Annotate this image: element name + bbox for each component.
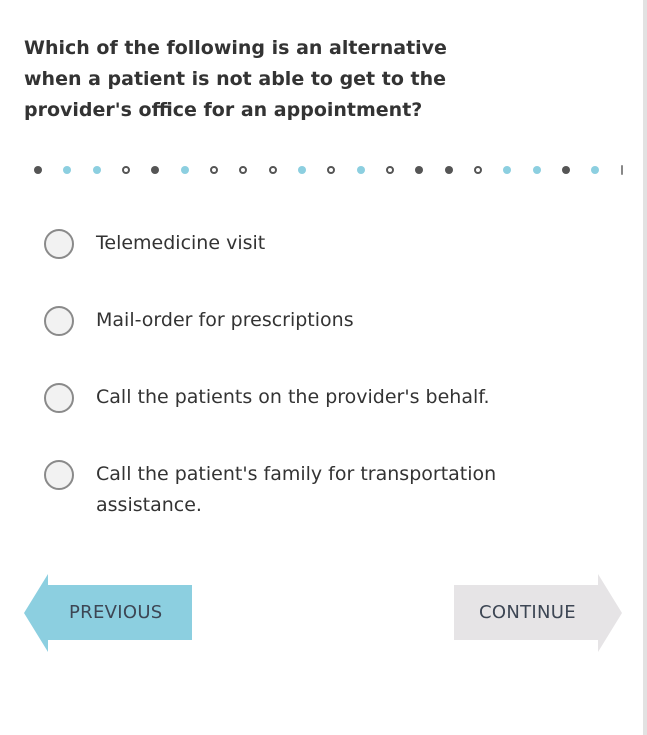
progress-dot — [34, 166, 42, 174]
radio-button-icon[interactable] — [44, 460, 74, 490]
previous-button-label: PREVIOUS — [69, 602, 163, 623]
answer-option-3[interactable] — [44, 383, 514, 413]
progress-dot — [327, 166, 335, 174]
progress-dot — [533, 166, 541, 174]
progress-dot — [269, 166, 277, 174]
progress-dot — [591, 166, 599, 174]
progress-dot — [181, 166, 189, 174]
progress-dot — [474, 166, 482, 174]
previous-button[interactable] — [24, 574, 194, 652]
continue-button[interactable] — [454, 574, 624, 652]
progress-dot — [63, 166, 71, 174]
answer-option-1[interactable] — [44, 229, 514, 259]
progress-dot — [151, 166, 159, 174]
progress-dot — [122, 166, 130, 174]
progress-dot — [415, 166, 423, 174]
radio-button-icon[interactable] — [44, 306, 74, 336]
answer-option-4[interactable] — [44, 460, 514, 521]
progress-dot — [239, 166, 247, 174]
answer-option-label: Call the patient's family for transportation assistance. — [96, 463, 497, 516]
radio-button-icon[interactable] — [44, 229, 74, 259]
progress-dot — [503, 166, 511, 174]
progress-dot — [93, 166, 101, 174]
progress-dot — [298, 166, 306, 174]
progress-dot — [445, 166, 453, 174]
progress-dot — [357, 166, 365, 174]
progress-dot — [562, 166, 570, 174]
progress-dot — [621, 165, 623, 175]
progress-dot — [386, 166, 394, 174]
answer-option-label: Telemedicine visit — [96, 232, 266, 254]
progress-dot — [210, 166, 218, 174]
radio-button-icon[interactable] — [44, 383, 74, 413]
scrollbar-edge — [643, 0, 647, 735]
question-text: Which of the following is an alternative when a patient is not able to get to the provider's office for an appointment? — [24, 37, 447, 121]
answer-option-2[interactable] — [44, 306, 514, 336]
answer-option-label: Call the patients on the provider's behalf. — [96, 386, 490, 408]
answer-option-label: Mail-order for prescriptions — [96, 309, 354, 331]
progress-dots — [0, 162, 640, 178]
continue-button-label: CONTINUE — [479, 602, 576, 623]
